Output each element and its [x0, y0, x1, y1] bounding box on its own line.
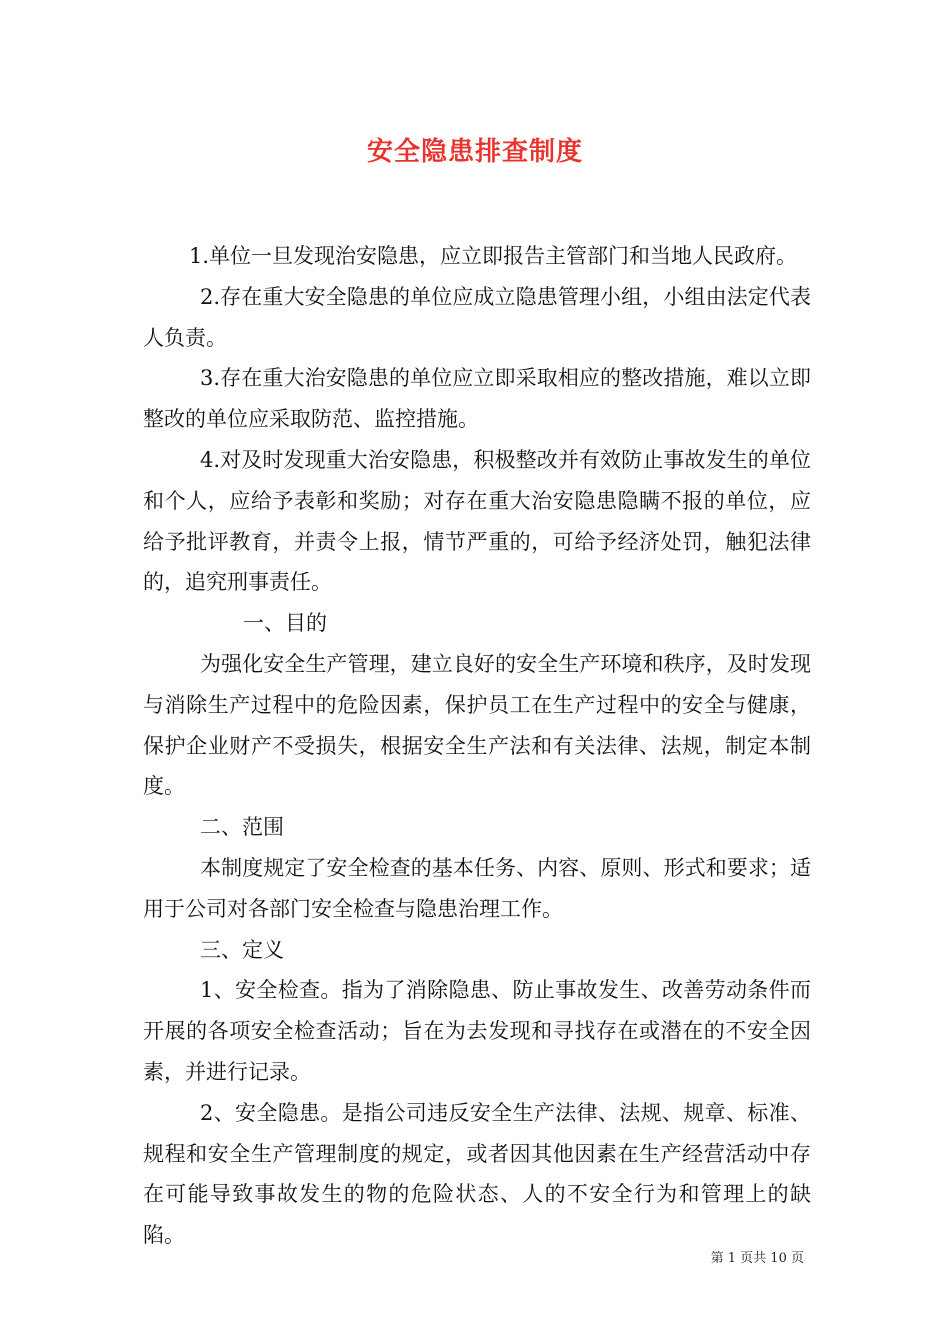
paragraph-2: 2.存在重大安全隐患的单位应成立隐患管理小组，小组由法定代表人负责。 [143, 284, 811, 350]
footer-total: 10 [770, 1251, 787, 1266]
heading-purpose: 一、目的 [243, 611, 327, 636]
document-title: 安全隐患排查制度 [366, 137, 583, 167]
heading-definition: 三、定义 [200, 937, 284, 962]
paragraph-definition-2: 2、安全隐患。是指公司违反安全生产法律、法规、规章、标准、规程和安全生产管理制度的规定，或者因其他因素在生产经营活动中存在可能导致事故发生的物的危险状态、人的不安全行为和管理上的缺陷。 [143, 1100, 811, 1248]
document-body [143, 236, 811, 1256]
paragraph-scope: 本制度规定了安全检查的基本任务、内容、原则、形式和要求；适用于公司对各部门安全检查与隐患治理工作。 [143, 855, 811, 921]
page-number-footer [711, 1247, 804, 1266]
paragraph-1: 1.单位一旦发现治安隐患，应立即报告主管部门和当地人民政府。 [189, 244, 798, 268]
paragraph-definition-1: 1、安全检查。指为了消除隐患、防止事故发生、改善劳动条件而开展的各项安全检查活动；旨在为去发现和寻找存在或潜在的不安全因素，并进行记录。 [143, 978, 811, 1084]
footer-suffix: 页 [790, 1251, 804, 1266]
footer-prefix: 第 [710, 1251, 724, 1266]
footer-page: 1 [727, 1251, 736, 1266]
paragraph-4: 4.对及时发现重大治安隐患，积极整改并有效防止事故发生的单位和个人，应给予表彰和奖励；对存在重大治安隐患隐瞒不报的单位，应给予批评教育，并责令上报，情节严重的，可给予经济处罚，触犯法律的，追究刑事责任。 [143, 447, 811, 595]
paragraph-3: 3.存在重大治安隐患的单位应立即采取相应的整改措施，难以立即整改的单位应采取防范、监控措施。 [143, 366, 811, 432]
footer-middle: 页共 [740, 1251, 767, 1266]
heading-scope: 二、范围 [200, 815, 284, 840]
paragraph-purpose: 为强化安全生产管理，建立良好的安全生产环境和秩序，及时发现与消除生产过程中的危险因素，保护员工在生产过程中的安全与健康，保护企业财产不受损失，根据安全生产法和有关法律、法规，制定本制度。 [143, 651, 811, 799]
